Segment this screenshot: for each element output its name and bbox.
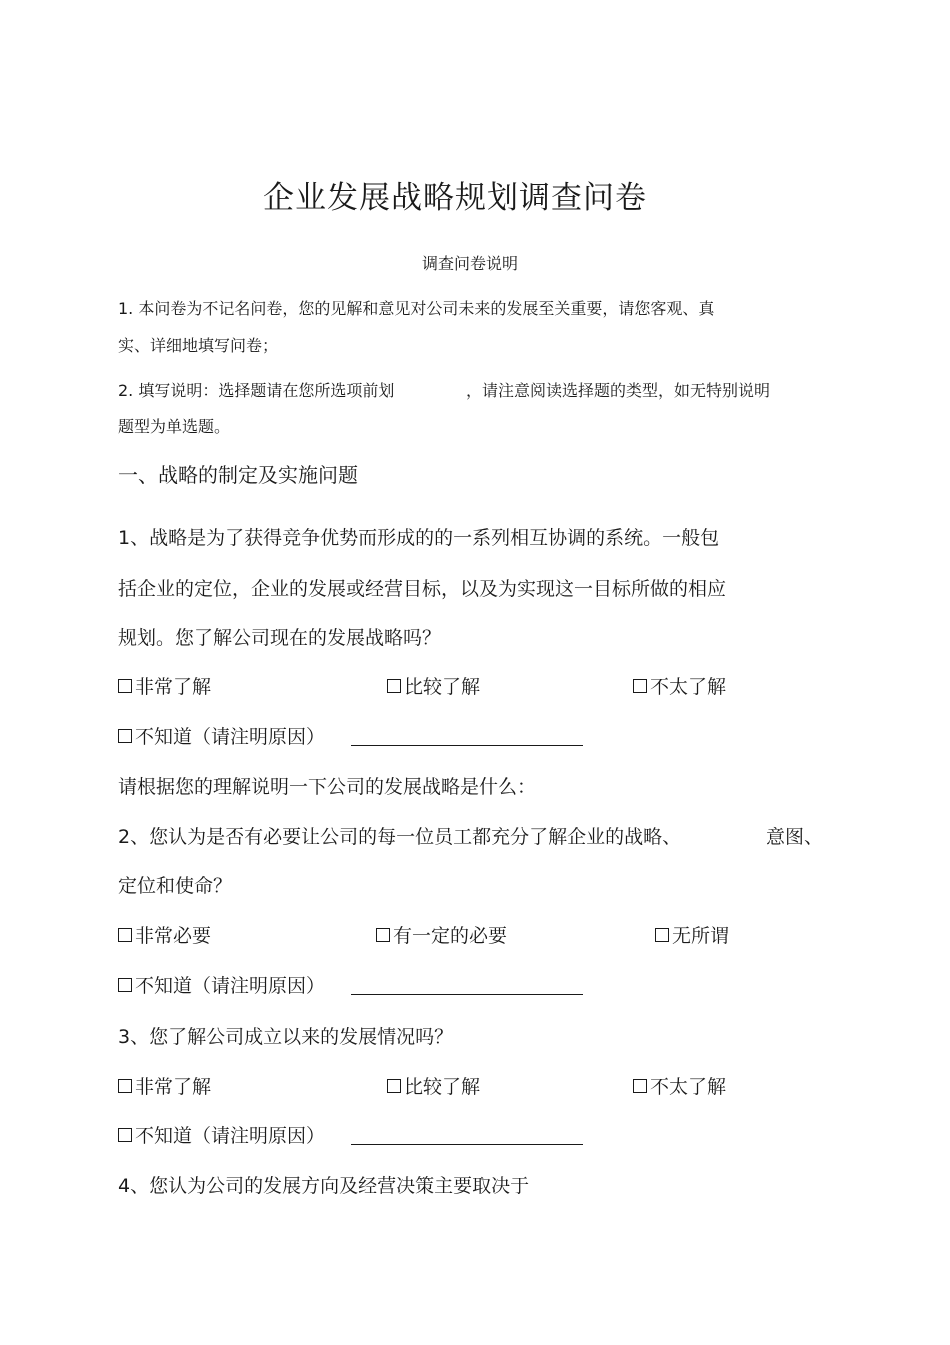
q2-option-1[interactable]: 非常必要 (118, 921, 211, 948)
checkbox-icon[interactable] (118, 729, 132, 743)
checkbox-icon[interactable] (118, 679, 132, 693)
q2-option-4[interactable]: 不知道（请注明原因） (118, 971, 583, 998)
section-heading: 一、战略的制定及实施问题 (118, 463, 358, 487)
q1-option-4[interactable]: 不知道（请注明原因） (118, 722, 583, 749)
q2-option-3[interactable]: 无所谓 (655, 921, 729, 948)
instruction-1-line2: 实、详细地填写问卷； (118, 336, 279, 355)
checkbox-icon[interactable] (376, 928, 390, 942)
instruction-2-line1b: ，请注意阅读选择题的类型，如无特别说明 (466, 381, 771, 400)
checkbox-icon[interactable] (118, 1128, 132, 1142)
q1-followup: 请根据您的理解说明一下公司的发展战略是什么： (118, 776, 537, 798)
q3-option-1[interactable]: 非常了解 (118, 1072, 211, 1099)
q3-reason-blank[interactable] (351, 1144, 583, 1145)
checkbox-icon[interactable] (118, 1079, 132, 1093)
q2-reason-blank[interactable] (351, 994, 583, 995)
checkbox-icon[interactable] (655, 928, 669, 942)
q2-line2: 定位和使命？ (118, 875, 233, 897)
q3-option-4[interactable]: 不知道（请注明原因） (118, 1121, 583, 1148)
q1-option-1[interactable]: 非常了解 (118, 672, 211, 699)
q1-line1: 1、战略是为了获得竞争优势而形成的的一系列相互协调的系统。一般包 (118, 527, 720, 549)
q2-line1b: 意图、 (766, 826, 824, 848)
q1-reason-blank[interactable] (351, 745, 583, 746)
q3-line: 3、您了解公司成立以来的发展情况吗？ (118, 1026, 454, 1048)
q1-option-3[interactable]: 不太了解 (633, 672, 726, 699)
q2-line1a: 2、您认为是否有必要让公司的每一位员工都充分了解企业的战略、 (118, 826, 682, 848)
instruction-2-line2: 题型为单选题。 (118, 417, 231, 436)
subtitle: 调查问卷说明 (421, 254, 518, 273)
checkbox-icon[interactable] (387, 1079, 401, 1093)
q1-option-2[interactable]: 比较了解 (387, 672, 480, 699)
instruction-1-line1: 1. 本问卷为不记名问卷，您的见解和意见对公司未来的发展至关重要，请您客观、真 (118, 299, 715, 318)
page-title: 企业发展战略规划调查问卷 (263, 180, 647, 216)
q3-option-2[interactable]: 比较了解 (387, 1072, 480, 1099)
checkbox-icon[interactable] (633, 679, 647, 693)
checkbox-icon[interactable] (387, 679, 401, 693)
q2-option-2[interactable]: 有一定的必要 (376, 921, 507, 948)
instruction-2-line1a: 2. 填写说明：选择题请在您所选项前划 (118, 381, 395, 400)
q1-line3: 规划。您了解公司现在的发展战略吗？ (118, 627, 442, 649)
q4-line: 4、您认为公司的发展方向及经营决策主要取决于 (118, 1175, 530, 1197)
q3-option-3[interactable]: 不太了解 (633, 1072, 726, 1099)
q1-line2: 括企业的定位，企业的发展或经营目标，以及为实现这一目标所做的相应 (118, 578, 727, 600)
checkbox-icon[interactable] (118, 978, 132, 992)
checkbox-icon[interactable] (633, 1079, 647, 1093)
checkbox-icon[interactable] (118, 928, 132, 942)
